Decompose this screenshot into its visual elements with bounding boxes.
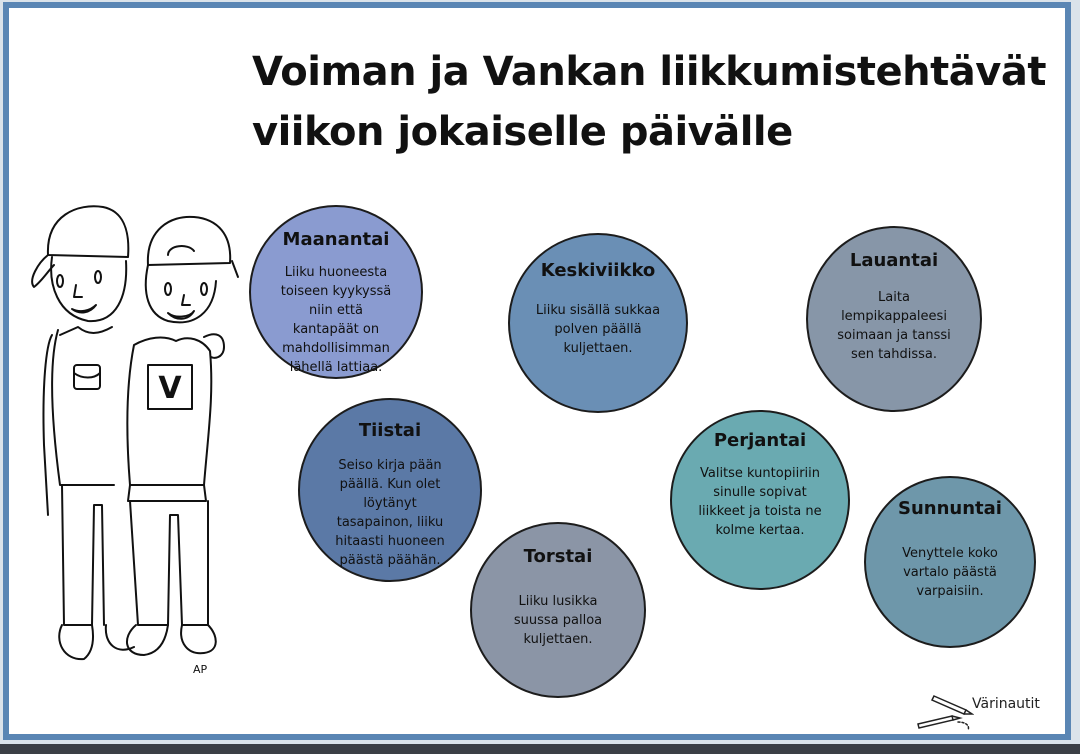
day-circle-sunday [864, 476, 1036, 648]
day-circle-thursday [470, 522, 646, 698]
title-line-2: viikon jokaiselle päivälle [252, 109, 793, 155]
day-text-thursday: Liiku lusikka suussa palloa kuljettaen. [513, 594, 603, 647]
pencils-icon [914, 690, 974, 732]
day-text-wednesday: Liiku sisällä sukkaa polven päällä kuljettaen. [535, 303, 661, 356]
day-text-friday: Valitse kuntopiiriin sinulle sopivat liikkeet ja toista ne kolme kertaa. [698, 466, 822, 538]
poster-title [252, 42, 1046, 162]
shirt-letter: V [158, 371, 182, 406]
day-title-wednesday: Keskiviikko [540, 260, 656, 281]
day-circle-saturday [806, 226, 982, 412]
day-title-tuesday: Tiistai [358, 420, 422, 441]
day-circle-monday [249, 205, 423, 379]
day-circle-friday [670, 410, 850, 590]
artist-signature: AP [193, 663, 208, 675]
day-title-friday: Perjantai [713, 430, 807, 451]
day-circle-wednesday [508, 233, 688, 413]
day-title-sunday: Sunnuntai [898, 498, 1002, 519]
day-text-saturday: Laita lempikappaleesi soimaan ja tanssi sen tahdissa. [837, 290, 951, 362]
day-text-sunday: Venyttele koko vartalo päästä varpaisiin. [902, 546, 998, 599]
boys-illustration [18, 185, 243, 675]
bottom-strip [0, 744, 1080, 754]
day-title-thursday: Torstai [523, 546, 593, 567]
day-title-saturday: Lauantai [849, 250, 939, 271]
brand-name: Värinautit [972, 696, 1040, 712]
day-title-monday: Maanantai [282, 229, 390, 250]
day-text-tuesday: Seiso kirja pään päällä. Kun olet löytänyt tasapainon, liiku hitaasti huoneen päästä päähän. [335, 458, 445, 568]
day-text-monday: Liiku huoneesta toiseen kyykyssä niin että kantapäät on mahdollisimman lähellä lattiaa. [280, 265, 392, 375]
title-line-1: Voiman ja Vankan liikkumistehtävät [252, 49, 1046, 95]
day-circle-tuesday [298, 398, 482, 582]
